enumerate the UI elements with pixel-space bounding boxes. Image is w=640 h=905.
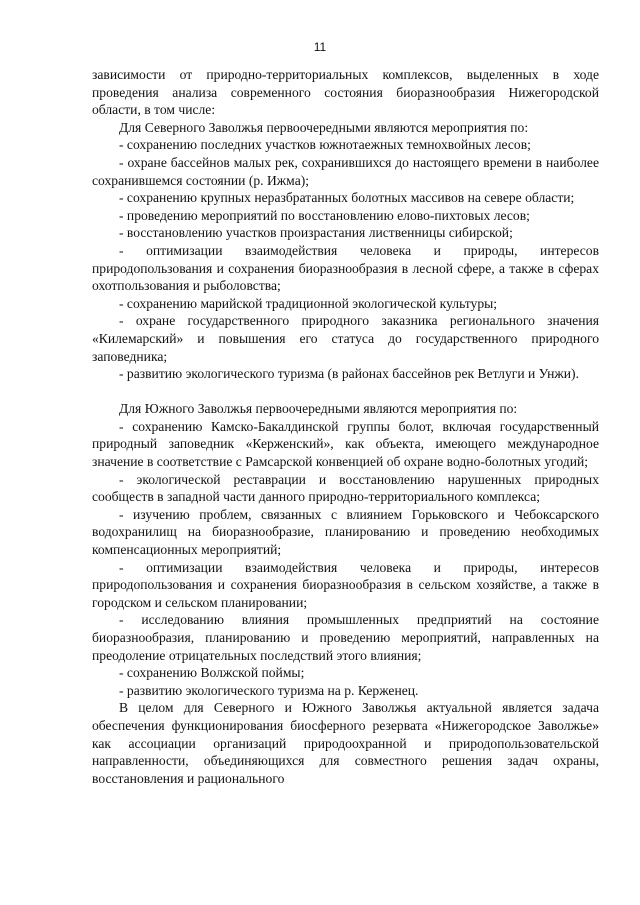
list-item: - развитию экологического туризма (в районах бассейнов рек Ветлуги и Унжи). [119, 366, 579, 382]
list-item: - сохранению марийской традиционной экологической культуры; [119, 295, 498, 311]
list-item: - сохранению последних участков южнотаежных темнохвойных лесов; [119, 137, 531, 153]
list-item: - оптимизации взаимодействия человека и природы, интересов природопользования и сохранения биоразнообразия в лесной сфере, а также в сферах охотпользования и рыболовства; [92, 242, 599, 294]
list-item: - развитию экологического туризма на р. Керженец. [119, 682, 419, 698]
list-item: - сохранению крупных неразбратанных болотных массивов на севере области; [119, 190, 575, 206]
list-item: - охране государственного природного заказника регионального значения «Килемарский» и повышения его статуса до государственного природного заповедника; [92, 313, 599, 364]
list-item: - изучению проблем, связанных с влиянием Горьковского и Чебоксарского водохранилищ на биоразнообразие, планированию и проведению необходимых компенсационных мероприятий; [92, 506, 599, 558]
list-item: - экологической реставрации и восстановлению нарушенных природных сообществ в западной части данного природно-территориального комплекса; [92, 471, 599, 505]
paragraph: В целом для Северного и Южного Заволжья актуальной является задача обеспечения функционирования биосферного резервата «Нижегородское Заволжье» как ассоциации организаций природоохранной и природопользовательской направленности, объединяющихся для совместного решения задач охраны, восстановления и рационального [92, 700, 599, 786]
paragraph: Для Северного Заволжья первоочередными являются мероприятия по: [119, 119, 529, 135]
list-item: - восстановлению участков произрастания лиственницы сибирской; [119, 225, 513, 241]
list-item: - сохранению Камско-Бакалдинской группы болот, включая государственный природный заповедник «Керженский», как объекта, имеющего международное значение в соответствие с Рамсарской конвенцией об охране водно-болотных угодий; [92, 418, 599, 470]
list-item: - исследованию влияния промышленных предприятий на состояние биоразнообразия, планированию и проведению мероприятий, направленных на преодоление отрицательных последствий этого влияния; [92, 612, 599, 663]
list-item: - проведению мероприятий по восстановлению елово-пихтовых лесов; [119, 207, 530, 223]
page-number: 11 [313, 40, 327, 54]
document-body [92, 66, 599, 787]
paragraph: зависимости от природно-территориальных комплексов, выделенных в ходе проведения анализа современного состояния биоразнообразия Нижегородской области, в том числе: [92, 67, 599, 118]
list-item: - оптимизации взаимодействия человека и природы, интересов природопользования и сохранения биоразнообразия в сельском хозяйстве, а также в городском и сельском планировании; [92, 559, 599, 610]
list-item: - охране бассейнов малых рек, сохранившихся до настоящего времени в наиболее сохранившемся состоянии (р. Ижма); [92, 154, 599, 188]
paragraph: Для Южного Заволжья первоочередными являются мероприятия по: [119, 401, 518, 417]
list-item: - сохранению Волжской поймы; [119, 665, 305, 681]
